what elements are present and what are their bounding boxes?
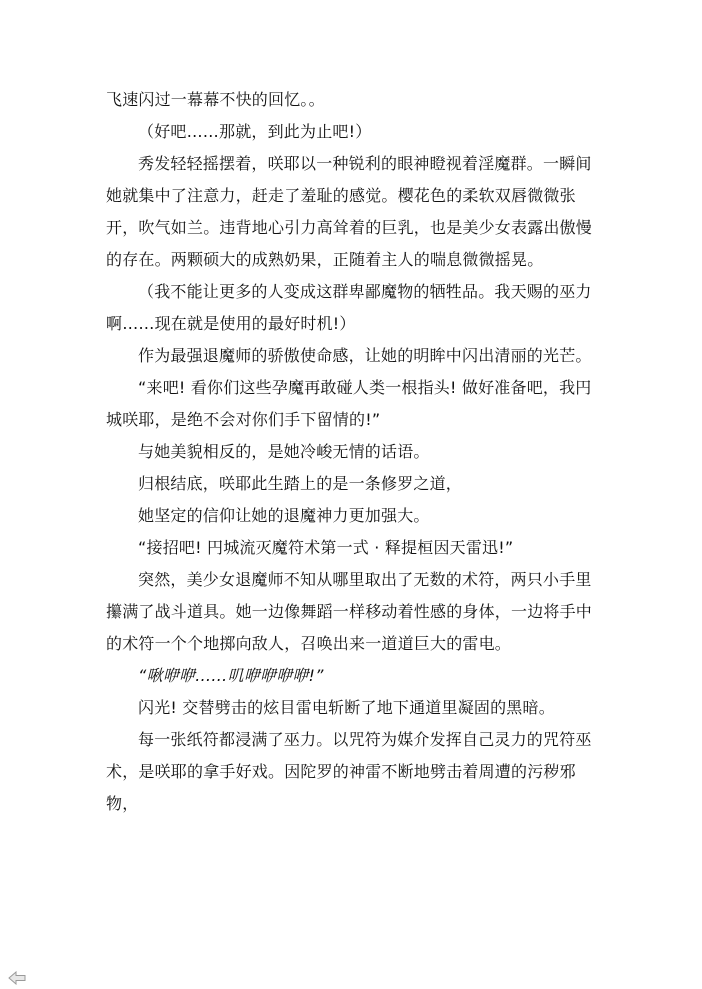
paragraph-8: 归根结底，咲耶此生踏上的是一条修罗之道，: [138, 474, 463, 493]
paragraph-6: “来吧! 看你们这些孕魔再敢碰人类一根指头! 做好准备吧，我円城咲耶，是绝不会对你们手下留情的!”: [106, 378, 592, 429]
paragraph-2: （好吧……那就，到此为止吧!）: [138, 122, 372, 141]
paragraph-12: “啾咿咿……叽咿咿咿咿!”: [138, 666, 324, 685]
paragraph-1: 飞速闪过一幕幕不快的回忆。。: [106, 90, 325, 109]
paragraph-4: （我不能让更多的人变成这群卑鄙魔物的牺牲品。我天赐的巫力啊……现在就是使用的最好时机!）: [106, 282, 592, 333]
document-body: [106, 84, 606, 820]
paragraph-11: 突然，美少女退魔师不知从哪里取出了无数的术符，两只小手里攥满了战斗道具。她一边像舞蹈一样移动着性感的身体，一边将手中的术符一个个地掷向敌人，召唤出来一道道巨大的雷电。: [106, 570, 593, 653]
paragraph-7: 与她美貌相反的，是她冷峻无情的话语。: [138, 442, 430, 461]
paragraph-9: 她坚定的信仰让她的退魔神力更加强大。: [138, 506, 430, 525]
paragraph-10: “接招吧! 円城流灭魔符术第一式 · 释提桓因天雷迅!”: [138, 538, 514, 557]
paragraph-14: 每一张纸符都浸满了巫力。以咒符为媒介发挥自己灵力的咒符巫术，是咲耶的拿手好戏。因陀罗的神雷不断地劈击着周遭的污秽邪物，: [106, 730, 592, 813]
paragraph-3: 秀发轻轻摇摆着，咲耶以一种锐利的眼神瞪视着淫魔群。一瞬间她就集中了注意力，赶走了羞耻的感觉。樱花色的柔软双唇微微张开，吹气如兰。违背地心引力高耸着的巨乳，也是美少女表露出傲慢的存在。两颗硕大的成熟奶果，正随着主人的喘息微微摇晃。: [106, 154, 593, 269]
paragraph-5: 作为最强退魔师的骄傲使命感，让她的明眸中闪出清丽的光芒。: [138, 346, 592, 365]
paragraph-13: 闪光! 交替劈击的炫目雷电斩断了地下通道里凝固的黑暗。: [138, 698, 555, 717]
back-arrow-icon[interactable]: [8, 971, 26, 985]
back-arrow-icon: [8, 971, 26, 985]
